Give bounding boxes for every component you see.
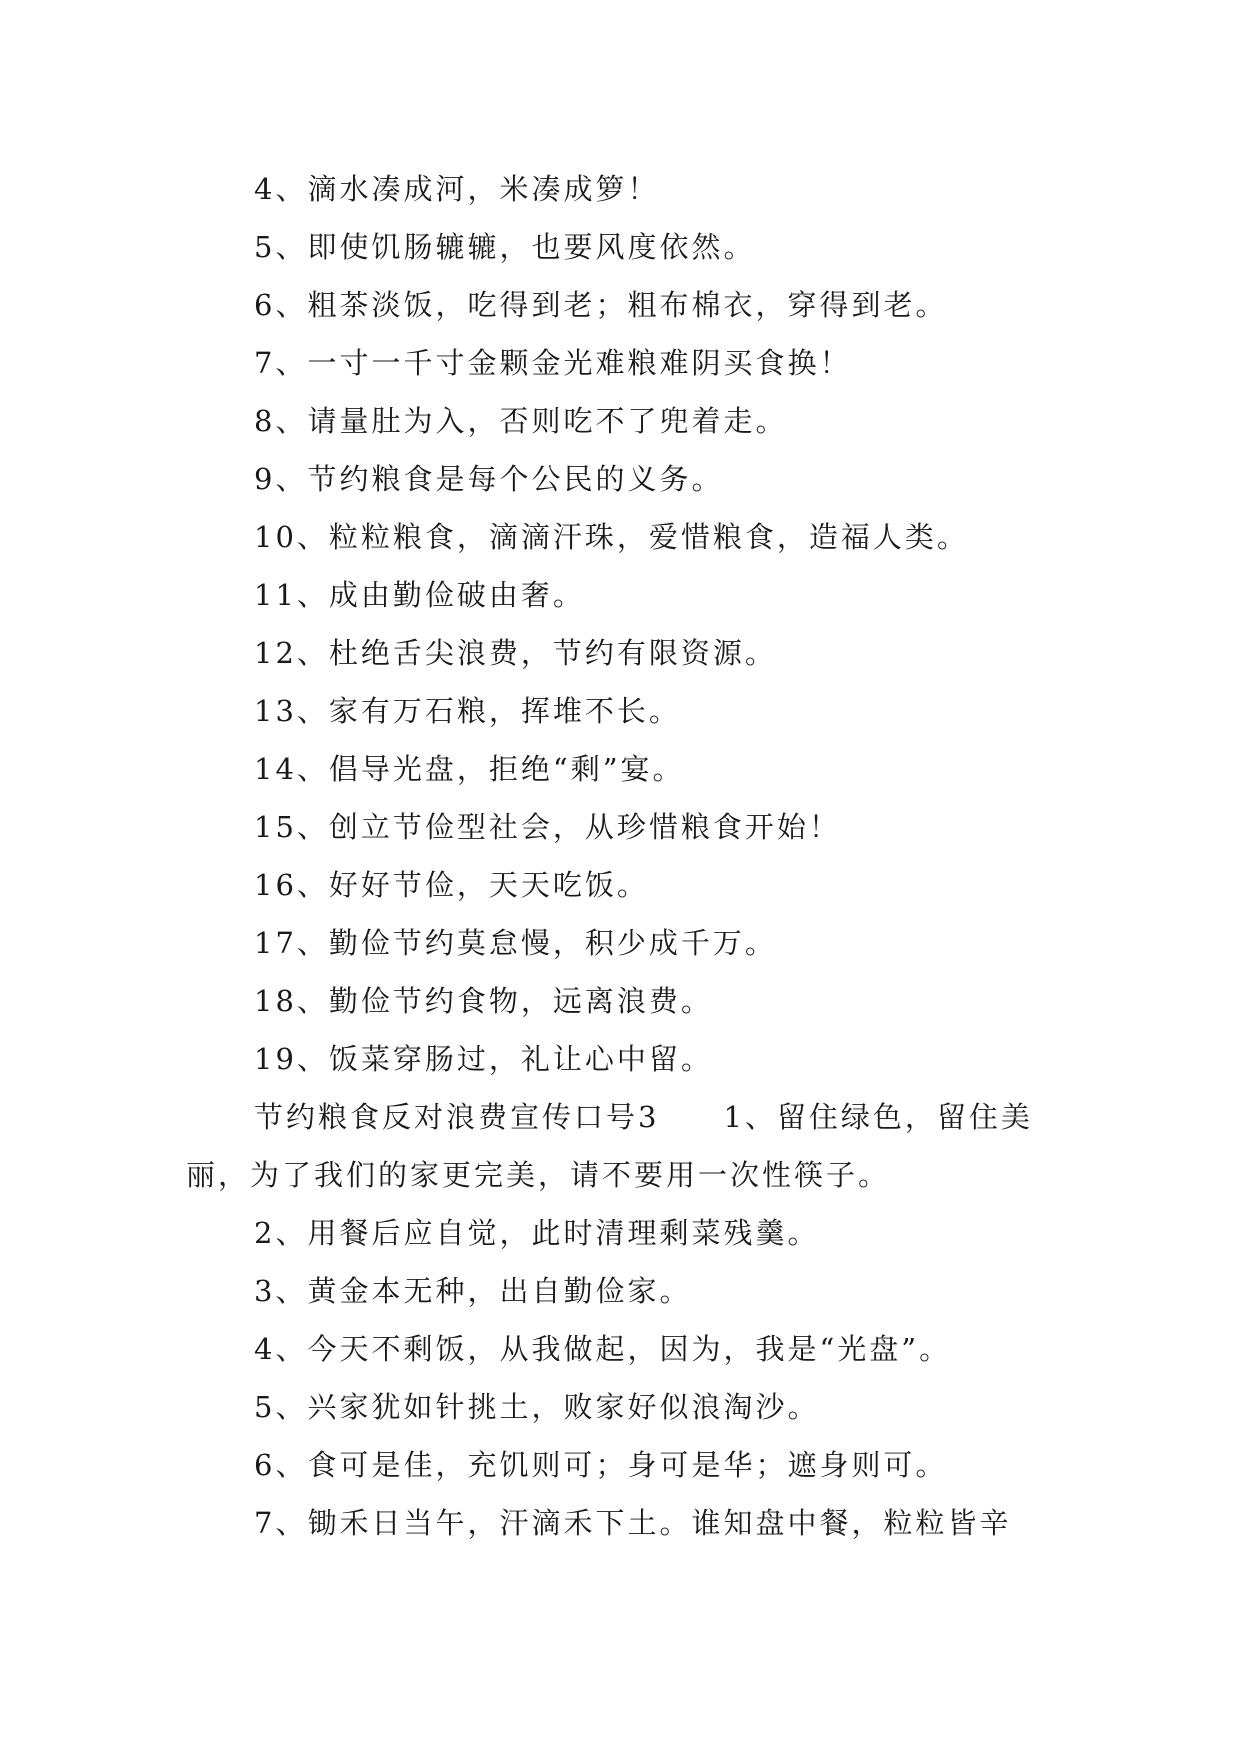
text-line: 13、家有万石粮，挥堆不长。 — [254, 694, 681, 728]
text-line: 6、食可是佳，充饥则可；身可是华；遮身则可。 — [254, 1448, 948, 1482]
text-line: 7、一寸一千寸金颗金光难粮难阴买食换！ — [254, 346, 852, 380]
text-line-continuation: 丽，为了我们的家更完美，请不要用一次性筷子。 — [186, 1158, 891, 1192]
text-line: 19、饭菜穿肠过，礼让心中留。 — [254, 1042, 713, 1076]
text-line: 7、锄禾日当午，汗滴禾下土。谁知盘中餐，粒粒皆辛 — [254, 1506, 1012, 1540]
text-line: 16、好好节俭，天天吃饭。 — [254, 868, 649, 902]
text-line: 4、今天不剩饭，从我做起，因为，我是“光盘”。 — [254, 1332, 952, 1366]
text-line: 15、创立节俭型社会，从珍惜粮食开始！ — [254, 810, 841, 844]
text-line: 8、请量肚为入，否则吃不了兜着走。 — [254, 404, 788, 438]
text-line: 11、成由勤俭破由奢。 — [254, 578, 585, 612]
text-line: 2、用餐后应自觉，此时清理剩菜残羹。 — [254, 1216, 820, 1250]
text-line: 17、勤俭节约莫怠慢，积少成千万。 — [254, 926, 777, 960]
text-line: 9、节约粮食是每个公民的义务。 — [254, 462, 724, 496]
text-line: 6、粗茶淡饭，吃得到老；粗布棉衣，穿得到老。 — [254, 288, 948, 322]
text-line: 4、滴水凑成河，米凑成箩！ — [254, 172, 660, 206]
text-line: 3、黄金本无种，出自勤俭家。 — [254, 1274, 692, 1308]
text-line: 5、即使饥肠辘辘，也要风度依然。 — [254, 230, 756, 264]
text-line: 12、杜绝舌尖浪费，节约有限资源。 — [254, 636, 777, 670]
document-body — [186, 160, 1056, 1552]
text-line: 14、倡导光盘，拒绝“剩”宴。 — [254, 752, 685, 786]
text-line: 10、粒粒粮食，滴滴汗珠，爱惜粮食，造福人类。 — [254, 520, 969, 554]
text-line: 18、勤俭节约食物，远离浪费。 — [254, 984, 713, 1018]
text-line: 5、兴家犹如针挑土，败家好似浪淘沙。 — [254, 1390, 820, 1424]
section-heading-line: 节约粮食反对浪费宣传口号3 1、留住绿色，留住美 — [254, 1100, 1033, 1134]
